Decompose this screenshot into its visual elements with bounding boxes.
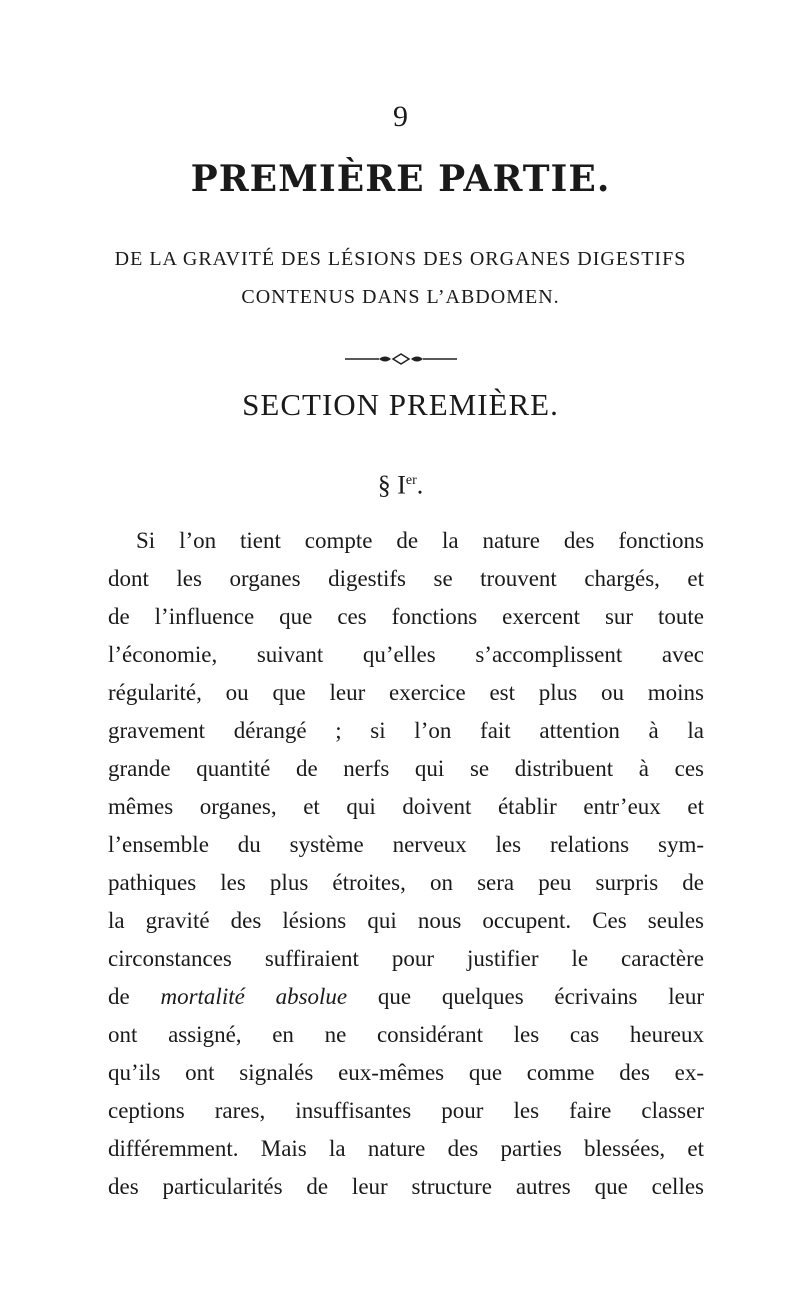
text-line: Si l’on tient compte de la nature des fonctions xyxy=(136,528,704,553)
text-line: ceptions rares, insuffisantes pour les faire classer xyxy=(108,1098,704,1123)
ornamental-rule-svg xyxy=(345,353,457,365)
ornamental-rule-icon xyxy=(0,350,801,369)
text-line: gravement dérangé ; si l’on fait attention à la xyxy=(108,718,704,743)
text-line: de l’influence que ces fonctions exercent sur toute xyxy=(108,604,704,629)
text-line: des particularités de leur structure autres que celles xyxy=(108,1174,704,1199)
part-title: PREMIÈRE PARTIE. xyxy=(190,158,611,200)
text-line: grande quantité de nerfs qui se distribuent à ces xyxy=(108,756,704,781)
text-fragment: de xyxy=(108,984,161,1009)
text-fragment: que quelques écrivains leur xyxy=(347,984,704,1009)
text-line: régularité, ou que leur exercice est plus ou moins xyxy=(108,680,704,705)
paragraph-period: . xyxy=(416,470,424,500)
text-line: l’ensemble du système nerveux les relations sym- xyxy=(108,832,704,857)
paragraph-mark xyxy=(0,466,801,501)
text-line: pathiques les plus étroites, on sera peu surpris de xyxy=(108,870,704,895)
text-line: circonstances suffiraient pour justifier le caractère xyxy=(108,946,704,971)
page-number: 9 xyxy=(393,100,408,133)
paragraph-superscript: er xyxy=(405,473,417,488)
section-title: SECTION PREMIÈRE. xyxy=(242,387,559,422)
text-line: mêmes organes, et qui doivent établir entr’eux et xyxy=(108,794,704,819)
text-line: différemment. Mais la nature des parties blessées, et xyxy=(108,1136,704,1161)
body-paragraph xyxy=(108,522,704,1206)
text-line: l’économie, suivant qu’elles s’accomplissent avec xyxy=(108,642,704,667)
paragraph-symbol: § I xyxy=(377,470,406,500)
text-line: qu’ils ont signalés eux-mêmes que comme des ex- xyxy=(108,1060,704,1085)
text-line-with-italic xyxy=(108,978,704,1016)
text-line: ont assigné, en ne considérant les cas heureux xyxy=(108,1022,704,1047)
text-line: la gravité des lésions qui nous occupent. Ces seules xyxy=(108,908,704,933)
text-line: dont les organes digestifs se trouvent chargés, et xyxy=(108,566,704,591)
subtitle-line-1: DE LA GRAVITÉ DES LÉSIONS DES ORGANES DIGESTIFS xyxy=(114,248,687,270)
subtitle-line-2: CONTENUS DANS L’ABDOMEN. xyxy=(241,286,560,308)
italic-phrase: mortalité absolue xyxy=(160,984,348,1009)
